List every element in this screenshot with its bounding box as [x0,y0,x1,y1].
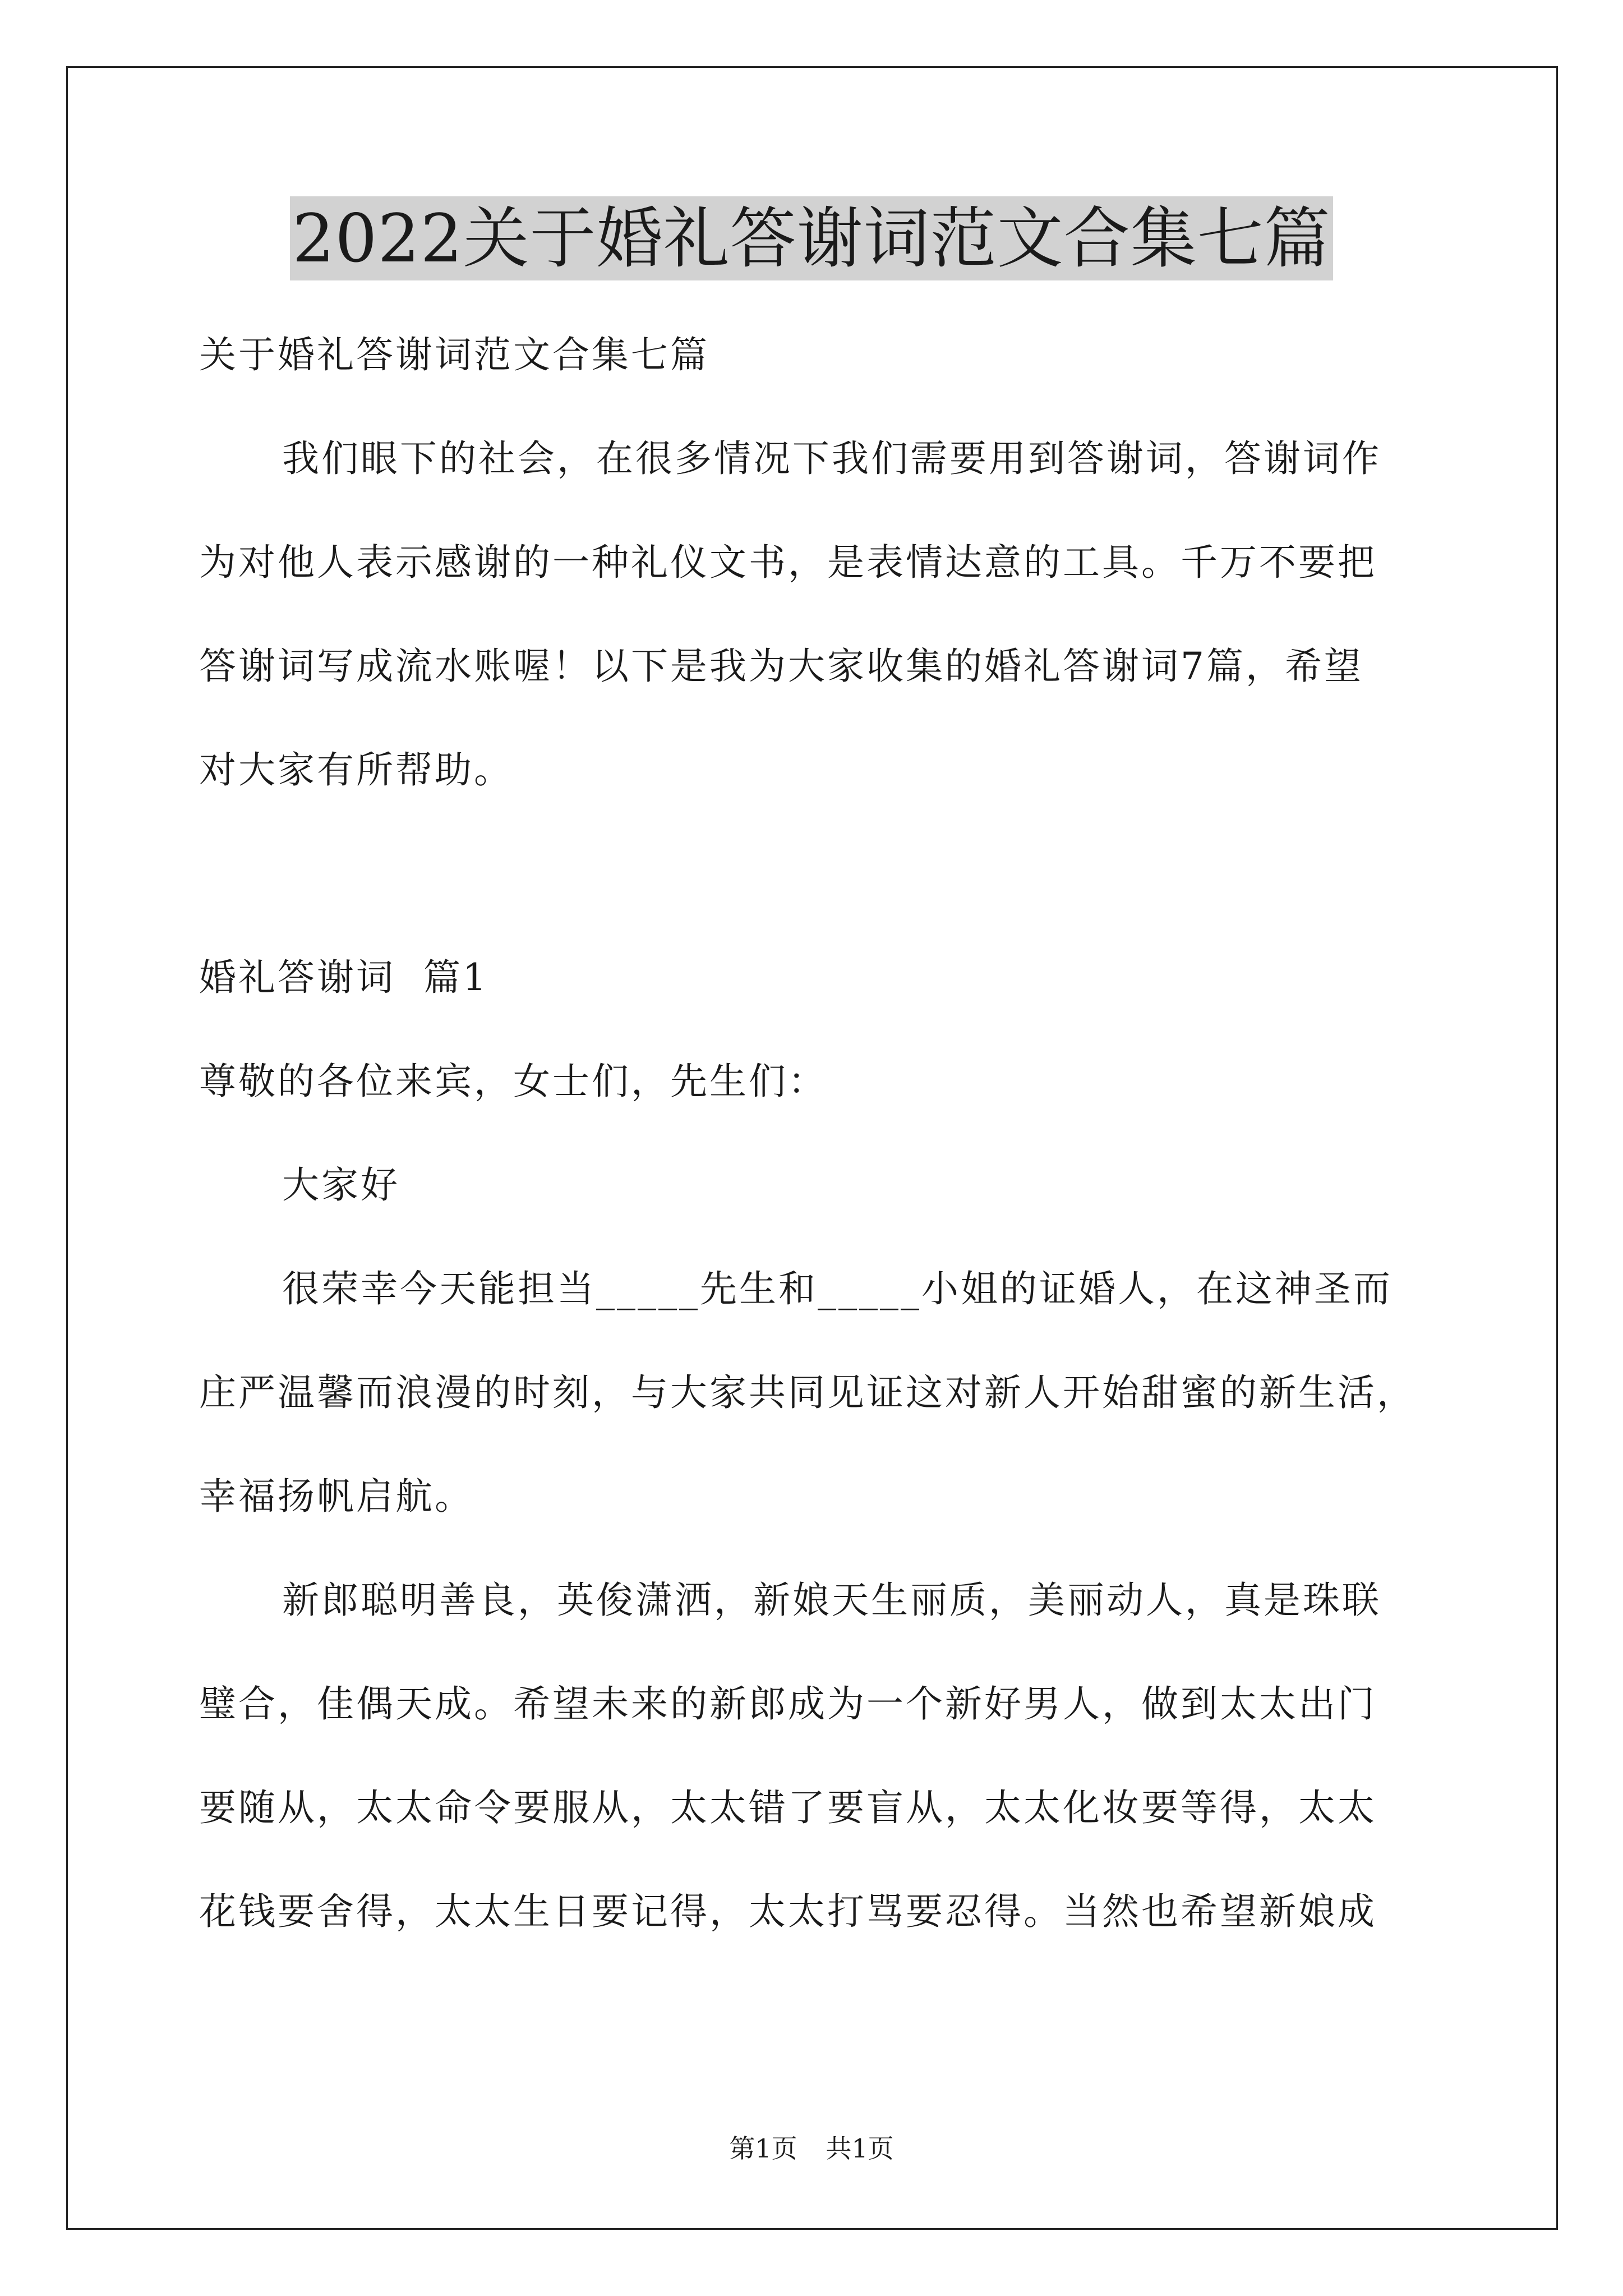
page-number-current: 第1页 [729,2133,797,2164]
document-subtitle: 关于婚礼答谢词范文合集七篇 [199,333,709,376]
document-title: 2022关于婚礼答谢词范文合集七篇 [290,196,1332,280]
para2-line-4: 花钱要舍得，太太生日要记得，太太打骂要忍得。当然也希望新娘成 [199,1890,1377,1933]
greeting: 大家好 [282,1163,400,1207]
intro-line-1: 我们眼下的社会，在很多情况下我们需要用到答谢词，答谢词作 [282,437,1381,480]
para1-line-2: 庄严温馨而浪漫的时刻，与大家共同见证这对新人开始甜蜜的新生活， [199,1371,1416,1414]
para2-line-2: 璧合，佳偶天成。希望未来的新郎成为一个新好男人，做到太太出门 [199,1682,1377,1726]
intro-line-4: 对大家有所帮助。 [199,748,513,792]
section-heading: 婚礼答谢词 篇1 [199,956,488,999]
para1-line-1: 很荣幸今天能担当_____先生和_____小姐的证婚人，在这神圣而 [282,1267,1393,1310]
para1-line-3: 幸福扬帆启航。 [199,1475,474,1518]
salutation: 尊敬的各位来宾，女士们，先生们： [199,1060,827,1103]
para2-line-3: 要随从，太太命令要服从，太太错了要盲从，太太化妆要等得，太太 [199,1786,1377,1829]
document-body [199,303,1433,1963]
page-number-total: 共1页 [826,2133,894,2164]
title-container [0,196,1623,280]
intro-line-2: 为对他人表示感谢的一种礼仪文书，是表情达意的工具。千万不要把 [199,541,1377,584]
intro-line-3: 答谢词写成流水账喔！以下是我为大家收集的婚礼答谢词7篇，希望 [199,645,1363,688]
para2-line-1: 新郎聪明善良，英俊潇洒，新娘天生丽质，美丽动人，真是珠联 [282,1579,1381,1622]
spacer [199,822,1433,926]
page-footer [0,2132,1623,2165]
